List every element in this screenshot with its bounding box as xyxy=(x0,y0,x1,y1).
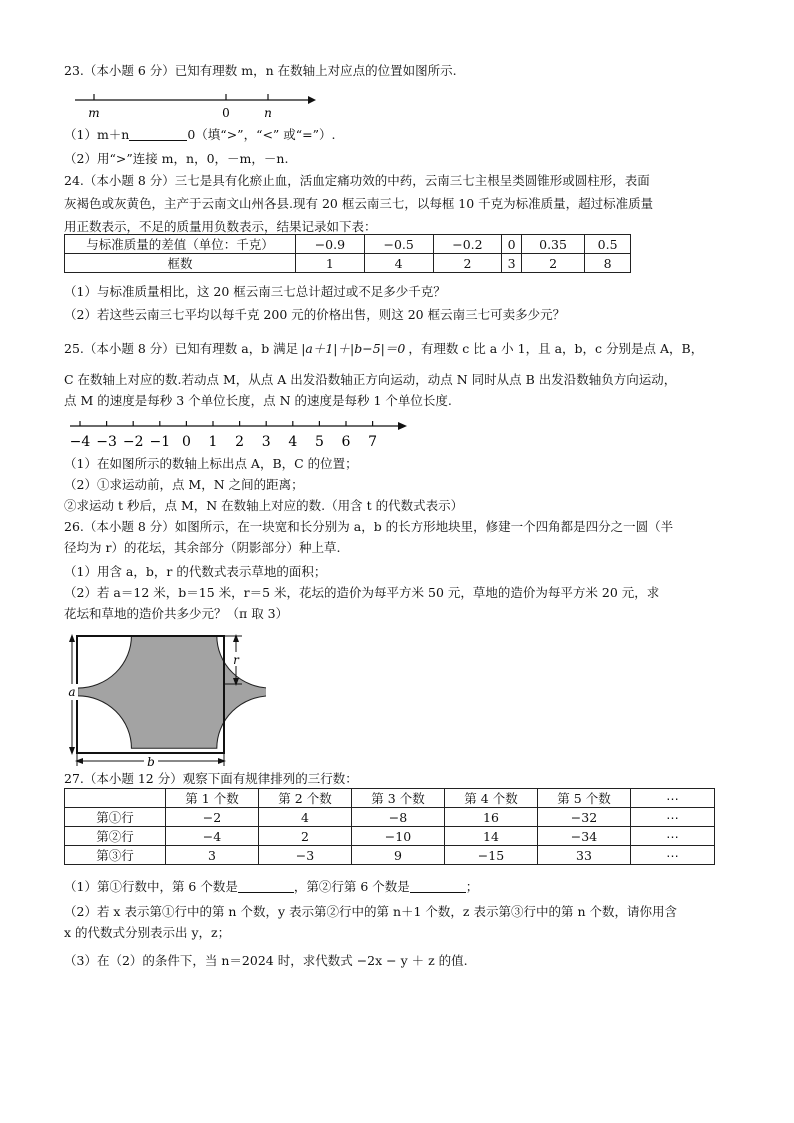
cell: 3 xyxy=(502,254,522,273)
r-arrow-top xyxy=(233,634,239,642)
cell: −0.5 xyxy=(364,235,433,254)
q23-number-line xyxy=(70,88,320,120)
q27-part1: （1）第①行数中，第 6 个数是 ，第②行第 6 个数是 ； xyxy=(64,879,479,894)
q25-line1: 25.（本小题 8 分）已知有理数 a，b 满足 |a＋1|＋|b−5|＝0 ，有理数 c 比 a 小 1，且 a，b，c 分别是点 A，B， xyxy=(64,341,704,356)
row-label: 框数 xyxy=(65,254,296,273)
cell: 第③行 xyxy=(65,846,166,865)
cell: 0 xyxy=(502,235,522,254)
cell: −10 xyxy=(352,827,445,846)
cell: 第①行 xyxy=(65,808,166,827)
q26-part1: （1）用含 a，b，r 的代数式表示草地的面积； xyxy=(64,564,327,579)
cell: 4 xyxy=(259,808,352,827)
cell: 第②行 xyxy=(65,827,166,846)
header-cell: 第 5 个数 xyxy=(538,789,631,808)
table-row xyxy=(65,827,715,846)
cell: 2 xyxy=(433,254,502,273)
label-zero: 0 xyxy=(222,106,230,120)
cell: −15 xyxy=(445,846,538,865)
q25-part2a: （2）①求运动前，点 M，N 之间的距离； xyxy=(64,477,304,492)
q25-line3: 点 M 的速度是每秒 3 个单位长度，点 N 的速度是每秒 1 个单位长度. xyxy=(64,393,452,408)
q23-part2: （2）用“>”连接 m，n，0，－m，－n. xyxy=(64,151,289,166)
cell: −2 xyxy=(166,808,259,827)
cell: ⋯ xyxy=(631,827,715,846)
tick-label: −4 xyxy=(69,434,91,450)
q24-line2: 灰褐色或灰黄色，主产于云南文山州各县.现有 20 框云南三七，以每框 10 千克为标准质量，超过标准质量 xyxy=(64,196,654,211)
header-cell: ⋯ xyxy=(631,789,715,808)
cell: 14 xyxy=(445,827,538,846)
table-row xyxy=(65,235,631,254)
b-arrow-right xyxy=(218,758,226,764)
tick-label: 6 xyxy=(341,434,351,450)
q24-line3: 用正数表示，不足的质量用负数表示，结果记录如下表： xyxy=(64,219,377,234)
tick-label: 4 xyxy=(288,434,298,450)
q26-figure xyxy=(66,630,266,768)
label-n: n xyxy=(264,106,272,120)
cell: 0.5 xyxy=(585,235,631,254)
cell: −0.9 xyxy=(296,235,365,254)
q25-part2b: ②求运动 t 秒后，点 M，N 在数轴上对应的数.（用含 t 的代数式表示） xyxy=(64,498,464,513)
q27-part3: （3）在（2）的条件下，当 n＝2024 时，求代数式 −2x − y ＋ z 的值. xyxy=(64,953,468,968)
q27-part2-line2: x 的代数式分别表示出 y，z； xyxy=(64,925,231,940)
cell: 0.35 xyxy=(521,235,584,254)
cell: −3 xyxy=(259,846,352,865)
label-m: m xyxy=(88,106,100,120)
q23-part1: （1）m＋n 0（填“>”，“<” 或“=”）. xyxy=(64,127,336,142)
cell: −8 xyxy=(352,808,445,827)
tick-label: −3 xyxy=(96,434,117,450)
a-arrow-top xyxy=(69,634,75,642)
table-row xyxy=(65,254,631,273)
q27-table xyxy=(64,788,715,865)
b-arrow-left xyxy=(75,758,83,764)
label-r: r xyxy=(233,653,239,667)
cell: ⋯ xyxy=(631,808,715,827)
header-cell: 第 1 个数 xyxy=(166,789,259,808)
cell: 1 xyxy=(296,254,365,273)
answer-blank xyxy=(238,879,294,893)
answer-blank xyxy=(129,127,187,141)
label-b: b xyxy=(147,755,155,768)
cell: 2 xyxy=(259,827,352,846)
cell: 3 xyxy=(166,846,259,865)
cell: 9 xyxy=(352,846,445,865)
cell: −34 xyxy=(538,827,631,846)
q24-line1: 24.（本小题 8 分）三七是具有化瘀止血，活血定痛功效的中药，云南三七主根呈类圆锥形或圆柱形，表面 xyxy=(64,173,650,188)
axis-arrow xyxy=(398,422,407,430)
table-row xyxy=(65,808,715,827)
cell: 8 xyxy=(585,254,631,273)
header-cell xyxy=(65,789,166,808)
tick-label: 7 xyxy=(368,434,378,450)
q27-header: 27.（本小题 12 分）观察下面有规律排列的三行数： xyxy=(64,771,358,786)
tick-label: −1 xyxy=(149,434,171,450)
table-header-row xyxy=(65,789,715,808)
q24-part2: （2）若这些云南三七平均以每千克 200 元的价格出售，则这 20 框云南三七可卖多少元？ xyxy=(64,307,566,322)
q26-part2-line2: 花坛和草地的造价共多少元？（π 取 3） xyxy=(64,606,289,621)
tick-label: 0 xyxy=(181,434,191,450)
axis-ticks xyxy=(70,421,377,450)
abs-equation: |a＋1|＋|b−5|＝0 xyxy=(301,341,406,356)
q24-table xyxy=(64,234,631,273)
q26-line2: 径均为 r）的花坛，其余部分（阴影部分）种上草. xyxy=(64,540,341,555)
header-cell: 第 4 个数 xyxy=(445,789,538,808)
q24-part1: （1）与标准质量相比，这 20 框云南三七总计超过或不足多少千克？ xyxy=(64,284,446,299)
q27-part2-line1: （2）若 x 表示第①行中的第 n 个数，y 表示第②行中的第 n＋1 个数，z 表示第③行中的第 n 个数，请你用含 xyxy=(64,904,677,919)
answer-blank xyxy=(410,879,466,893)
tick-label: −2 xyxy=(122,434,144,450)
cell: ⋯ xyxy=(631,846,715,865)
row-label: 与标准质量的差值（单位：千克） xyxy=(65,235,296,254)
cell: −4 xyxy=(166,827,259,846)
cell: −0.2 xyxy=(433,235,502,254)
a-arrow-bottom xyxy=(69,747,75,755)
tick-label: 3 xyxy=(261,434,271,450)
cell: 4 xyxy=(364,254,433,273)
header-cell: 第 3 个数 xyxy=(352,789,445,808)
q25-line2: C 在数轴上对应的数.若动点 M，从点 A 出发沿数轴正方向运动，动点 N 同时从点 B 出发沿数轴负方向运动， xyxy=(64,372,677,387)
q26-line1: 26.（本小题 8 分）如图所示，在一块宽和长分别为 a，b 的长方形地块里，修建一个四角都是四分之一圆（半 xyxy=(64,519,674,534)
q25-part1: （1）在如图所示的数轴上标出点 A，B，C 的位置； xyxy=(64,456,358,471)
axis-arrow xyxy=(308,96,316,104)
cell: 16 xyxy=(445,808,538,827)
header-cell: 第 2 个数 xyxy=(259,789,352,808)
q25-number-line xyxy=(66,418,411,450)
q26-part2-line1: （2）若 a＝12 米，b＝15 米，r＝5 米，花坛的造价为每平方米 50 元，草地的造价为每平方米 20 元，求 xyxy=(64,585,660,600)
cell: −32 xyxy=(538,808,631,827)
label-a: a xyxy=(68,685,76,699)
tick-label: 1 xyxy=(208,434,218,450)
q23-header: 23.（本小题 6 分）已知有理数 m，n 在数轴上对应点的位置如图所示. xyxy=(64,63,457,78)
cell: 2 xyxy=(521,254,584,273)
table-row xyxy=(65,846,715,865)
tick-label: 5 xyxy=(314,434,324,450)
cell: 33 xyxy=(538,846,631,865)
tick-label: 2 xyxy=(235,434,245,450)
